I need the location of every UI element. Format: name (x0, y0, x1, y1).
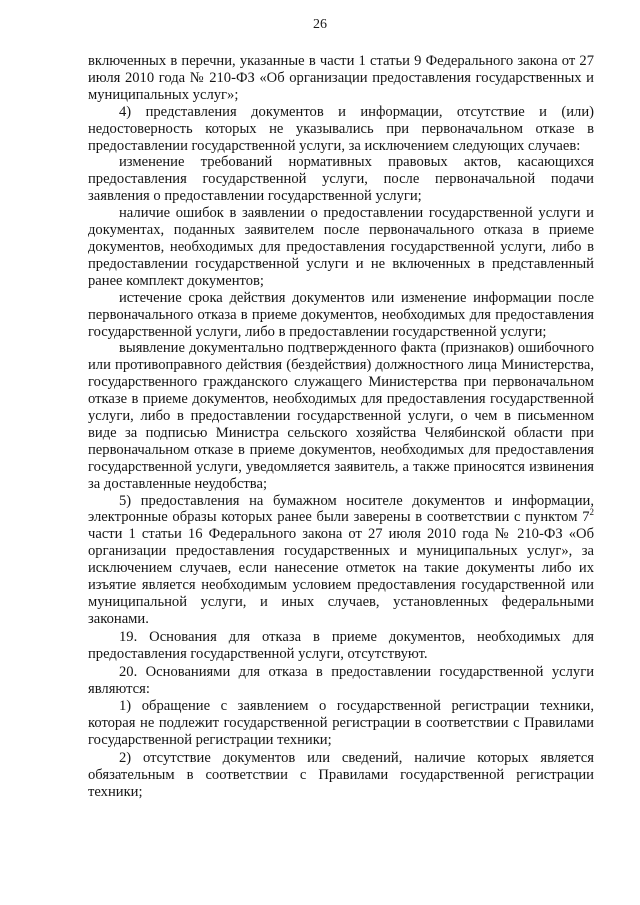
document-body (88, 53, 594, 801)
paragraph-continuation: включенных в перечни, указанные в части 1 статьи 9 Федерального закона от 27 июля 2010 года № 210-ФЗ «Об организации предоставления государственных и муниципальных услуг»; (88, 53, 594, 103)
paragraph-item-5 (88, 493, 594, 628)
paragraph-exception-4: выявление документально подтвержденного факта (признаков) ошибочного или противоправного действия (бездействия) должностного лица Министерства, государственного гражданского служащего Министерства при первоначальном отказе в приеме документов, необходимых для предоставления государственной услуги, либо в предоставлении государственной услуги, о чем в письменном виде за подписью Министра сельского хозяйства Челябинской области при первоначальном отказе в приеме документов, необходимых для предоставления государственной услуги, уведомляется заявитель, а также приносятся извинения за доставленные неудобства; (88, 340, 594, 492)
superscript-7-2: 2 (589, 507, 594, 518)
page-number: 26 (313, 17, 327, 32)
paragraph-item-5-before: 5) предоставления на бумажном носителе документов и информации, электронные образы которых ранее были заверены в соответствии с пунктом 7 (88, 492, 594, 526)
paragraph-item-4: 4) представления документов и информации, отсутствие и (или) недостоверность которых не указывались при первоначальном отказе в предоставлении государственной услуги, за исключением следующих случаев: (88, 103, 594, 154)
paragraph-exception-1: изменение требований нормативных правовых актов, касающихся предоставления государственной услуги, после первоначальной подачи заявления о предоставлении государственной услуги; (88, 154, 594, 205)
paragraph-20: 20. Основаниями для отказа в предоставлении государственной услуги являются: (88, 663, 594, 697)
paragraph-exception-3: истечение срока действия документов или изменение информации после первоначального отказа в приеме документов, необходимых для предоставления государственной услуги, либо в предоставлении государственной услуги; (88, 289, 594, 340)
paragraph-item-5-after: части 1 статьи 16 Федерального закона от 27 июля 2010 года № 210-ФЗ «Об организации предоставления государственных и муниципальных услуг», за исключением случаев, если нанесение отметок на такие документы либо их изъятие является необходимым условием предоставления государственной или муниципальной услуги, и иных случаев, установленных федеральными законами. (88, 526, 594, 627)
paragraph-20-item-1: 1) обращение с заявлением о государственной регистрации техники, которая не подлежит государственной регистрации в соответствии с Правилами государственной регистрации техники; (88, 698, 594, 749)
paragraph-19: 19. Основания для отказа в приеме документов, необходимых для предоставления государственной услуги, отсутствуют. (88, 628, 594, 662)
paragraph-20-item-2: 2) отсутствие документов или сведений, наличие которых является обязательным в соответствии с Правилами государственной регистрации техники; (88, 750, 594, 800)
paragraph-exception-2: наличие ошибок в заявлении о предоставлении государственной услуги и документах, поданных заявителем после первоначального отказа в приеме документов, необходимых для предоставления государственной услуги, либо в предоставлении государственной услуги и не включенных в представленный ранее комплект документов; (88, 205, 594, 289)
